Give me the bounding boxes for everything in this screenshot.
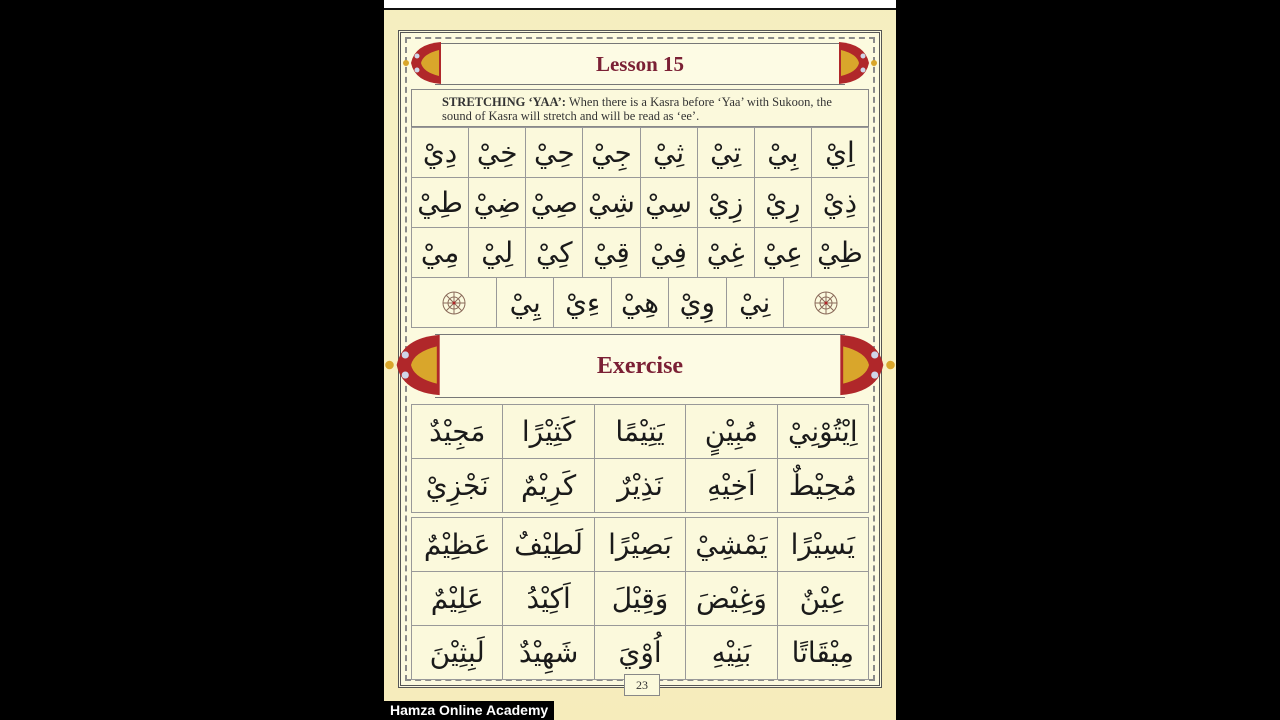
word-cell: نَذِيْرٌ xyxy=(594,459,685,513)
letter-cell: فِيْ xyxy=(640,228,697,278)
table-row xyxy=(412,128,869,178)
table-row xyxy=(412,228,869,278)
rule-text: When there is a Kasra before ‘Yaa’ with Sukoon, the sound of Kasra will stretch and will be read as ‘ee’. xyxy=(442,95,832,123)
ornament-right-icon xyxy=(839,40,879,86)
word-cell: لَبِثِيْنَ xyxy=(412,626,503,680)
rosette-cell xyxy=(412,278,496,327)
letter-cell: ءِيْ xyxy=(553,278,610,327)
letter-cell: وِيْ xyxy=(668,278,725,327)
table-row xyxy=(412,459,869,513)
word-cell: شَهِيْدٌ xyxy=(503,626,594,680)
letter-cell: بِيْ xyxy=(754,128,811,178)
word-cell: كَرِيْمٌ xyxy=(503,459,594,513)
word-cell: مُحِيْطٌ xyxy=(777,459,868,513)
letter-cell: خِيْ xyxy=(469,128,526,178)
word-cell: اَخِيْهِ xyxy=(686,459,777,513)
word-cell: اُوْيَ xyxy=(594,626,685,680)
lesson-title: Lesson 15 xyxy=(595,51,685,76)
word-cell: عَلِيْمٌ xyxy=(412,572,503,626)
word-cell: مُبِيْنٍ xyxy=(686,405,777,459)
word-cell: بَصِيْرًا xyxy=(594,518,685,572)
table-row xyxy=(412,626,869,680)
word-cell: نَجْزِيْ xyxy=(412,459,503,513)
page-number: 23 xyxy=(624,674,660,696)
ornament-left-icon xyxy=(401,40,441,86)
letter-cell: جِيْ xyxy=(583,128,640,178)
letter-cell: ثِيْ xyxy=(640,128,697,178)
rule-heading: STRETCHING ‘YAA’: xyxy=(442,95,566,109)
exercise-grid-2 xyxy=(411,517,869,680)
letter-cell: ضِيْ xyxy=(469,178,526,228)
word-cell: عِيْنٌ xyxy=(777,572,868,626)
table-row xyxy=(412,572,869,626)
word-cell: بَنِيْهِ xyxy=(686,626,777,680)
word-cell: يَتِيْمًا xyxy=(594,405,685,459)
letter-cell: ذِيْ xyxy=(811,178,868,228)
letter-cell: شِيْ xyxy=(583,178,640,228)
letter-cell: حِيْ xyxy=(526,128,583,178)
exercise-banner xyxy=(435,334,845,398)
lesson-banner xyxy=(435,43,845,85)
letter-cell: اِيْ xyxy=(811,128,868,178)
word-cell: اِيْتُوْنِيْ xyxy=(777,405,868,459)
letter-cell: صِيْ xyxy=(526,178,583,228)
word-cell: مِيْقَاتًا xyxy=(777,626,868,680)
letter-cell: طِيْ xyxy=(412,178,469,228)
letter-cell: زِيْ xyxy=(697,178,754,228)
letter-cell: رِيْ xyxy=(754,178,811,228)
letter-cell: غِيْ xyxy=(697,228,754,278)
letter-cell: سِيْ xyxy=(640,178,697,228)
word-cell: وَغِيْضَ xyxy=(686,572,777,626)
letter-cell: ظِيْ xyxy=(811,228,868,278)
letter-cell: مِيْ xyxy=(412,228,469,278)
table-row xyxy=(412,518,869,572)
rosette-cell xyxy=(783,278,868,327)
rule-description xyxy=(411,89,869,127)
lesson-last-row xyxy=(411,278,869,328)
letter-cell: قِيْ xyxy=(583,228,640,278)
table-row xyxy=(412,178,869,228)
letter-cell: تِيْ xyxy=(697,128,754,178)
channel-caption: Hamza Online Academy xyxy=(384,701,554,720)
top-strip xyxy=(384,0,896,10)
page-frame xyxy=(398,30,882,688)
word-cell: لَطِيْفٌ xyxy=(503,518,594,572)
rosette-icon xyxy=(813,290,839,316)
ornament-right-icon xyxy=(839,332,896,398)
ornament-left-icon xyxy=(384,332,441,398)
exercise-grid-1 xyxy=(411,404,869,513)
lesson-letter-grid xyxy=(411,127,869,278)
word-cell: يَسِيْرًا xyxy=(777,518,868,572)
exercise-title: Exercise xyxy=(596,352,684,379)
letter-cell: كِيْ xyxy=(526,228,583,278)
letter-cell: دِيْ xyxy=(412,128,469,178)
rosette-icon xyxy=(441,290,467,316)
word-cell: يَمْشِيْ xyxy=(686,518,777,572)
letter-cell: نِيْ xyxy=(726,278,783,327)
word-cell: كَثِيْرًا xyxy=(503,405,594,459)
letter-cell: يِيْ xyxy=(496,278,553,327)
letter-cell: عِيْ xyxy=(754,228,811,278)
letter-cell: لِيْ xyxy=(469,228,526,278)
word-cell: وَقِيْلَ xyxy=(594,572,685,626)
lesson-page xyxy=(384,0,896,720)
word-cell: اَكِيْدُ xyxy=(503,572,594,626)
table-row xyxy=(412,405,869,459)
letter-cell: هِيْ xyxy=(611,278,668,327)
word-cell: مَجِيْدٌ xyxy=(412,405,503,459)
word-cell: عَظِيْمٌ xyxy=(412,518,503,572)
